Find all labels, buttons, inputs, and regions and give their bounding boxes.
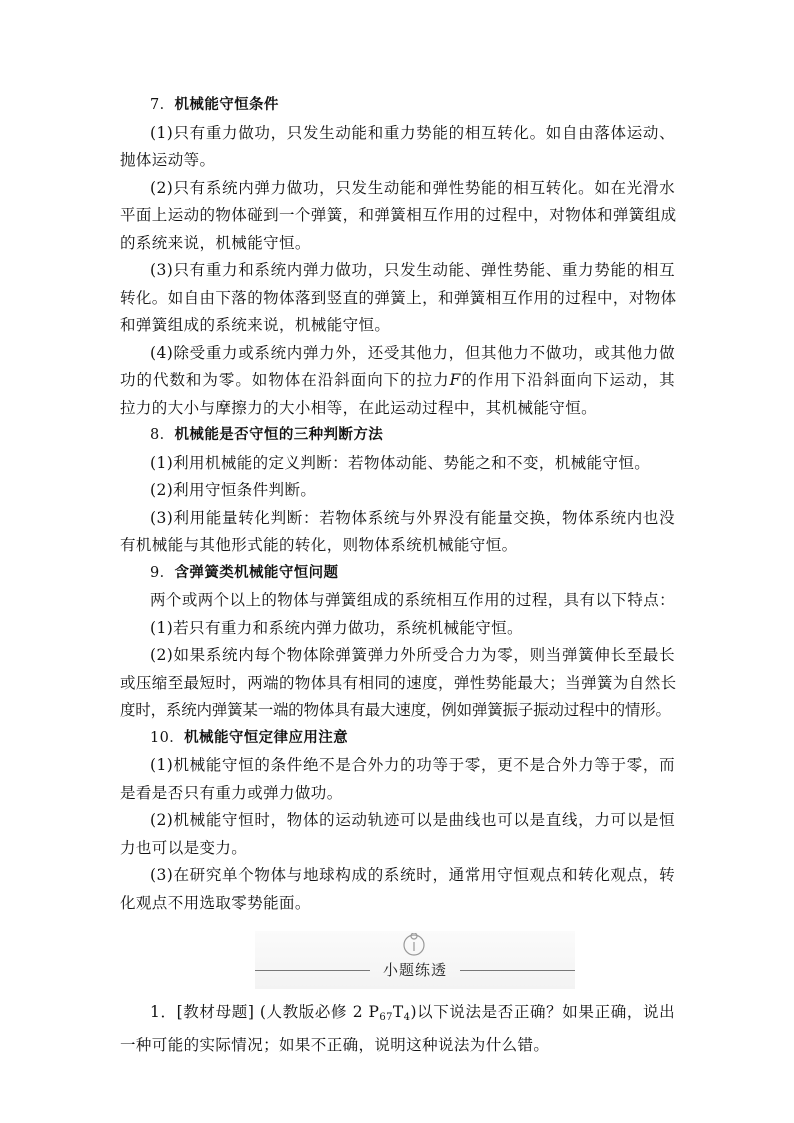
sec10-p2-line1: (2)机械能守恒时，物体的运动轨迹可以是曲线也可以是直线，力可以是恒 [150, 811, 675, 829]
sec9-p1: (1)若只有重力和系统内弹力做功，系统机械能守恒。 [150, 618, 523, 637]
section-9-heading: 9．含弹簧类机械能守恒问题 [150, 564, 339, 581]
pin-circle-icon [402, 933, 426, 957]
sec7-p2-line1: (2)只有系统内弹力做功，只发生动能和弹性势能的相互转化。如在光滑水 [150, 178, 675, 197]
sec8-p3-line1: (3)利用能量转化判断：若物体系统与外界没有能量交换，物体系统内也没 [150, 508, 675, 527]
sec10-p1-line2: 是看是否只有重力或弹力做功。 [120, 783, 343, 802]
sec8-p3-line2: 有机械能与其他形式能的转化，则物体系统机械能守恒。 [120, 536, 518, 554]
question-source: (人教版必修 2 $P_{67}T_4$) [259, 1003, 417, 1023]
sec10-p1-line1: (1)机械能守恒的条件绝不是合外力的功等于零，更不是合外力等于零，而 [150, 756, 675, 774]
question-1-line2: 一种可能的实际情况；如果不正确，说明这种说法为什么错。 [120, 1035, 550, 1054]
divider-title: 小题练透 [382, 961, 447, 979]
question-1-line1: 1．[教材母题] (人教版必修 2 $P_{67}T_4$)以下说法是否正确？如果正确，说出 [150, 1003, 675, 1023]
sec7-p1-line2: 抛体运动等。 [120, 151, 216, 169]
sec7-p2-line3: 的系统来说，机械能守恒。 [120, 233, 311, 252]
sec9-p2-line3: 度时，系统内弹簧某一端的物体具有最大速度，例如弹簧振子振动过程中的情形。 [120, 701, 671, 719]
section-8-heading: 8．机械能是否守恒的三种判断方法 [150, 427, 384, 443]
sec7-p1-line1: (1)只有重力做功，只发生动能和重力势能的相互转化。如自由落体运动、 [150, 123, 675, 142]
sec10-p3-line2: 化观点不用选取零势能面。 [120, 893, 311, 912]
question-tag: [教材母题] [176, 1003, 255, 1021]
sec7-p4-line3: 拉力的大小与摩擦力的大小相等，在此运动过程中，其机械能守恒。 [120, 398, 598, 417]
sec9-p2-line2: 或压缩至最短时，两端的物体具有相同的速度，弹性势能最大；当弹簧为自然长 [120, 673, 677, 692]
document-body [120, 92, 675, 1059]
divider-rule-right [460, 970, 575, 971]
sec10-p3-line1: (3)在研究单个物体与地球构成的系统时，通常用守恒观点和转化观点，转 [150, 866, 675, 884]
sec10-p2-line2: 力也可以是变力。 [120, 838, 248, 857]
force-variable: F [449, 371, 461, 389]
practice-divider [120, 927, 675, 995]
section-10-heading: 10．机械能守恒定律应用注意 [150, 729, 349, 746]
sec9-p2-line1: (2)如果系统内每个物体除弹簧弹力外所受合力为零，则当弹簧伸长至最长 [150, 646, 675, 664]
sec8-p2: (2)利用守恒条件判断。 [150, 481, 317, 499]
sec7-p4-line2: 功的代数和为零。如物体在沿斜面向下的拉力F的作用下沿斜面向下运动，其 [120, 371, 675, 389]
sec7-p2-line2: 平面上运动的物体碰到一个弹簧，和弹簧相互作用的过程中，对物体和弹簧组成 [120, 206, 677, 224]
sec7-p3-line2: 转化。如自由下落的物体落到竖直的弹簧上，和弹簧相互作用的过程中，对物体 [120, 288, 677, 307]
divider-rule-left [255, 970, 370, 971]
sec7-p3-line1: (3)只有重力和系统内弹力做功，只发生动能、弹性势能、重力势能的相互 [150, 261, 675, 279]
sec9-intro: 两个或两个以上的物体与弹簧组成的系统相互作用的过程，具有以下特点： [150, 591, 675, 609]
sec8-p1: (1)利用机械能的定义判断：若物体动能、势能之和不变，机械能守恒。 [150, 453, 651, 472]
section-7-heading: 7．机械能守恒条件 [150, 97, 279, 113]
sec7-p3-line3: 和弹簧组成的系统来说，机械能守恒。 [120, 316, 391, 334]
sec7-p4-line1: (4)除受重力或系统内弹力外，还受其他力，但其他力不做功，或其他力做 [150, 343, 675, 362]
